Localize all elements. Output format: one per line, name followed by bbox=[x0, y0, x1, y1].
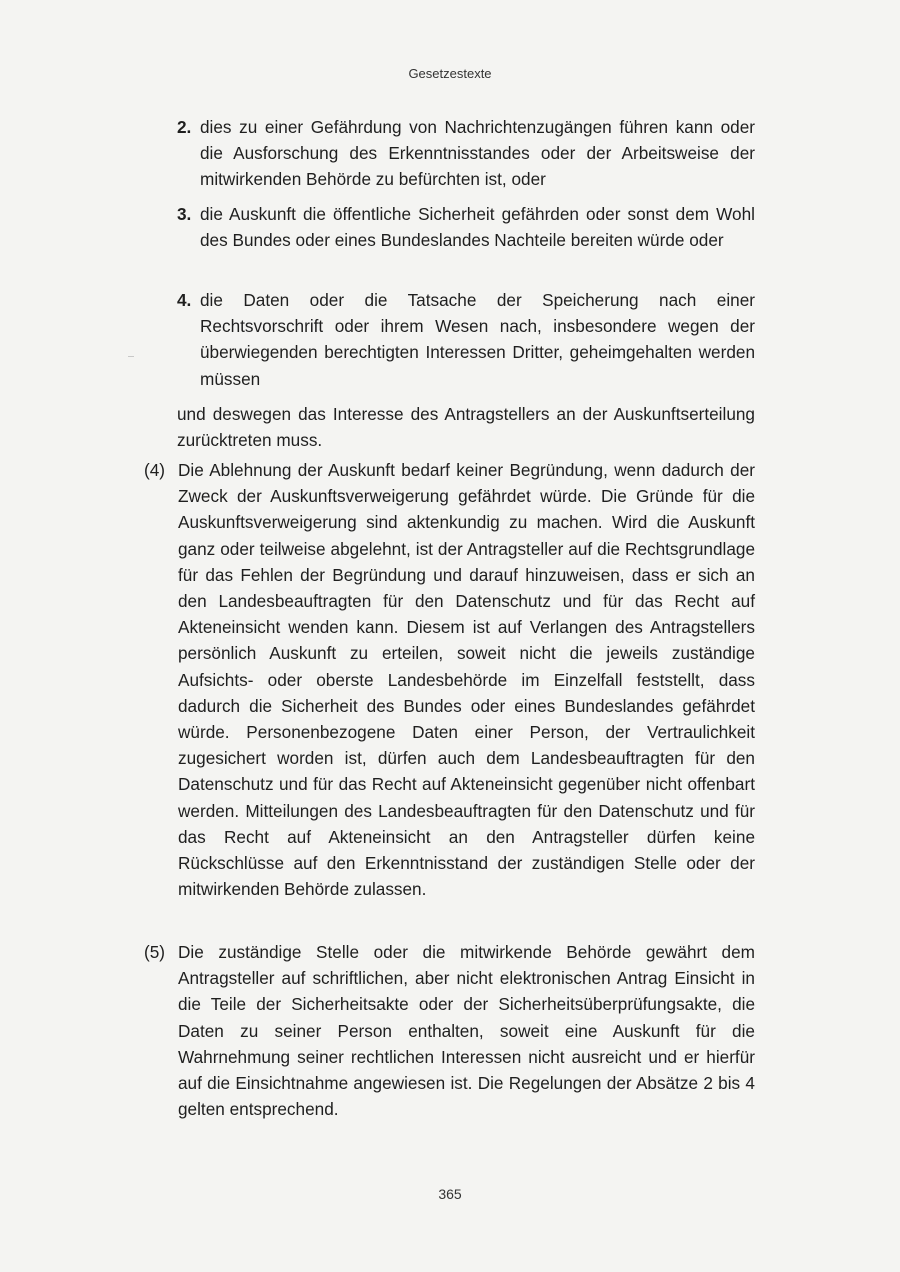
list-number: 3. bbox=[177, 204, 192, 224]
list-item-3 bbox=[177, 201, 755, 253]
paragraph-text: Die Ablehnung der Auskunft bedarf keiner Begründung, wenn dadurch der Zweck der Auskunftsverweigerung gefährdet würde. Die Gründe für die Auskunftsverweigerung sind aktenkundig zu machen. Wird die Auskunft ganz oder teilweise abgelehnt, ist der Antragsteller auf die Rechtsgrundlage für das Fehlen der Begründung und darauf hinzuweisen, dass er sich an den Landesbeauftragten für den Datenschutz und für das Recht auf Akteneinsicht wenden kann. Diesem ist auf Verlangen des Antragstellers persönlich Auskunft zu erteilen, soweit nicht die jeweils zuständige Aufsichts- oder oberste Landesbehörde im Einzelfall feststellt, dass dadurch die Sicherheit des Bundes oder eines Bundeslandes gefährdet würde. Personenbezogene Daten einer Person, der Vertraulichkeit zugesichert worden ist, dürfen auch dem Landesbeauftragten für den Datenschutz und für das Recht auf Akteneinsicht gegenüber nicht offenbart werden. Mitteilungen des Landesbeauftragten für den Datenschutz und für das Recht auf Akteneinsicht an den Antragsteller dürfen keine Rückschlüsse auf den Erkenntnisstand der zuständigen Stelle oder der mitwirkenden Behörde zulassen. bbox=[178, 460, 755, 900]
list-item-4 bbox=[177, 287, 755, 392]
paragraph-number: (4) bbox=[144, 460, 166, 480]
list-conclusion: und deswegen das Interesse des Antragstellers an der Auskunftserteilung zurücktreten muss. bbox=[177, 404, 755, 451]
paragraph-number: (5) bbox=[144, 942, 166, 962]
list-number: 2. bbox=[177, 117, 192, 137]
page-number: 365 bbox=[438, 1186, 462, 1202]
paragraph-5 bbox=[144, 939, 755, 1122]
list-text: dies zu einer Gefährdung von Nachrichtenzugängen führen kann oder die Ausforschung des Erkenntnisstandes oder der Arbeitsweise der mitwirkenden Behörde zu befürchten ist, oder bbox=[200, 117, 755, 190]
paragraph-4 bbox=[144, 457, 755, 902]
list-text: die Daten oder die Tatsache der Speicherung nach einer Rechtsvorschrift oder ihrem Wesen nach, insbesondere wegen der überwiegenden berechtigten Interessen Dritter, geheimgehalten werden müssen bbox=[200, 290, 755, 389]
margin-mark bbox=[128, 356, 134, 357]
paragraph-text: Die zuständige Stelle oder die mitwirkende Behörde gewährt dem Antragsteller auf schriftlichen, aber nicht elektronischen Antrag Einsicht in die Teile der Sicherheitsakte oder der Sicherheitsüberprüfungsakte, die Daten zu seiner Person enthalten, soweit eine Auskunft für die Wahrnehmung seiner rechtlichen Interessen nicht ausreicht und er hierfür auf die Einsichtnahme angewiesen ist. Die Regelungen der Absätze 2 bis 4 gelten entsprechend. bbox=[178, 942, 755, 1120]
running-head: Gesetzestexte bbox=[408, 66, 492, 81]
list-number: 4. bbox=[177, 290, 192, 310]
list-item-2 bbox=[177, 114, 755, 193]
list-text: die Auskunft die öffentliche Sicherheit gefährden oder sonst dem Wohl des Bundes oder eines Bundeslandes Nachteile bereiten würde oder bbox=[200, 204, 755, 251]
